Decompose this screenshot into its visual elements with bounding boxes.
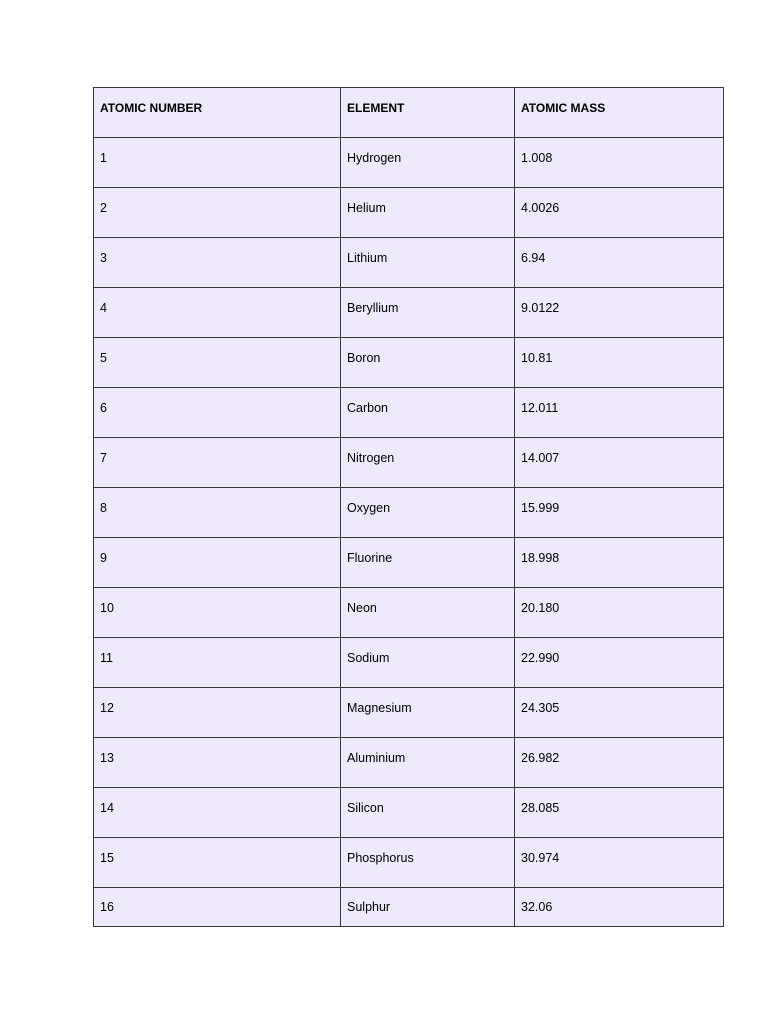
cell-element: Boron — [341, 338, 515, 388]
table-row — [94, 538, 724, 588]
cell-atomic-mass: 12.011 — [515, 388, 724, 438]
table-row — [94, 188, 724, 238]
table-row — [94, 438, 724, 488]
table-row — [94, 388, 724, 438]
cell-element: Beryllium — [341, 288, 515, 338]
cell-element: Carbon — [341, 388, 515, 438]
cell-atomic-mass: 26.982 — [515, 738, 724, 788]
cell-element: Lithium — [341, 238, 515, 288]
document-table-container — [93, 87, 723, 927]
atomic-elements-table — [93, 87, 724, 927]
cell-atomic-number: 10 — [94, 588, 341, 638]
table-row — [94, 288, 724, 338]
cell-atomic-mass: 14.007 — [515, 438, 724, 488]
table-row — [94, 888, 724, 927]
cell-atomic-number: 13 — [94, 738, 341, 788]
cell-element: Nitrogen — [341, 438, 515, 488]
table-row — [94, 688, 724, 738]
header-atomic-mass: ATOMIC MASS — [515, 88, 724, 138]
cell-atomic-number: 7 — [94, 438, 341, 488]
table-row — [94, 238, 724, 288]
cell-atomic-mass: 4.0026 — [515, 188, 724, 238]
cell-atomic-number: 3 — [94, 238, 341, 288]
cell-atomic-mass: 1.008 — [515, 138, 724, 188]
cell-atomic-mass: 28.085 — [515, 788, 724, 838]
cell-atomic-mass: 24.305 — [515, 688, 724, 738]
table-row — [94, 738, 724, 788]
table-header-row — [94, 88, 724, 138]
table-row — [94, 488, 724, 538]
cell-element: Silicon — [341, 788, 515, 838]
table-row — [94, 338, 724, 388]
header-element: ELEMENT — [341, 88, 515, 138]
cell-element: Sodium — [341, 638, 515, 688]
cell-atomic-mass: 15.999 — [515, 488, 724, 538]
cell-atomic-number: 6 — [94, 388, 341, 438]
cell-element: Oxygen — [341, 488, 515, 538]
cell-atomic-number: 14 — [94, 788, 341, 838]
cell-atomic-mass: 32.06 — [515, 888, 724, 927]
cell-atomic-number: 1 — [94, 138, 341, 188]
cell-element: Magnesium — [341, 688, 515, 738]
cell-atomic-number: 9 — [94, 538, 341, 588]
table-row — [94, 138, 724, 188]
cell-element: Neon — [341, 588, 515, 638]
cell-atomic-number: 8 — [94, 488, 341, 538]
header-atomic-number: ATOMIC NUMBER — [94, 88, 341, 138]
cell-element: Helium — [341, 188, 515, 238]
cell-atomic-number: 4 — [94, 288, 341, 338]
cell-element: Sulphur — [341, 888, 515, 927]
cell-atomic-mass: 6.94 — [515, 238, 724, 288]
table-row — [94, 588, 724, 638]
cell-element: Hydrogen — [341, 138, 515, 188]
cell-atomic-mass: 22.990 — [515, 638, 724, 688]
cell-atomic-number: 12 — [94, 688, 341, 738]
cell-atomic-mass: 20.180 — [515, 588, 724, 638]
cell-atomic-number: 2 — [94, 188, 341, 238]
cell-atomic-number: 15 — [94, 838, 341, 888]
cell-atomic-mass: 18.998 — [515, 538, 724, 588]
cell-element: Aluminium — [341, 738, 515, 788]
table-row — [94, 788, 724, 838]
cell-atomic-mass: 10.81 — [515, 338, 724, 388]
cell-atomic-number: 11 — [94, 638, 341, 688]
cell-element: Phosphorus — [341, 838, 515, 888]
table-row — [94, 838, 724, 888]
cell-atomic-mass: 9.0122 — [515, 288, 724, 338]
cell-atomic-mass: 30.974 — [515, 838, 724, 888]
table-row — [94, 638, 724, 688]
cell-atomic-number: 16 — [94, 888, 341, 927]
cell-atomic-number: 5 — [94, 338, 341, 388]
cell-element: Fluorine — [341, 538, 515, 588]
